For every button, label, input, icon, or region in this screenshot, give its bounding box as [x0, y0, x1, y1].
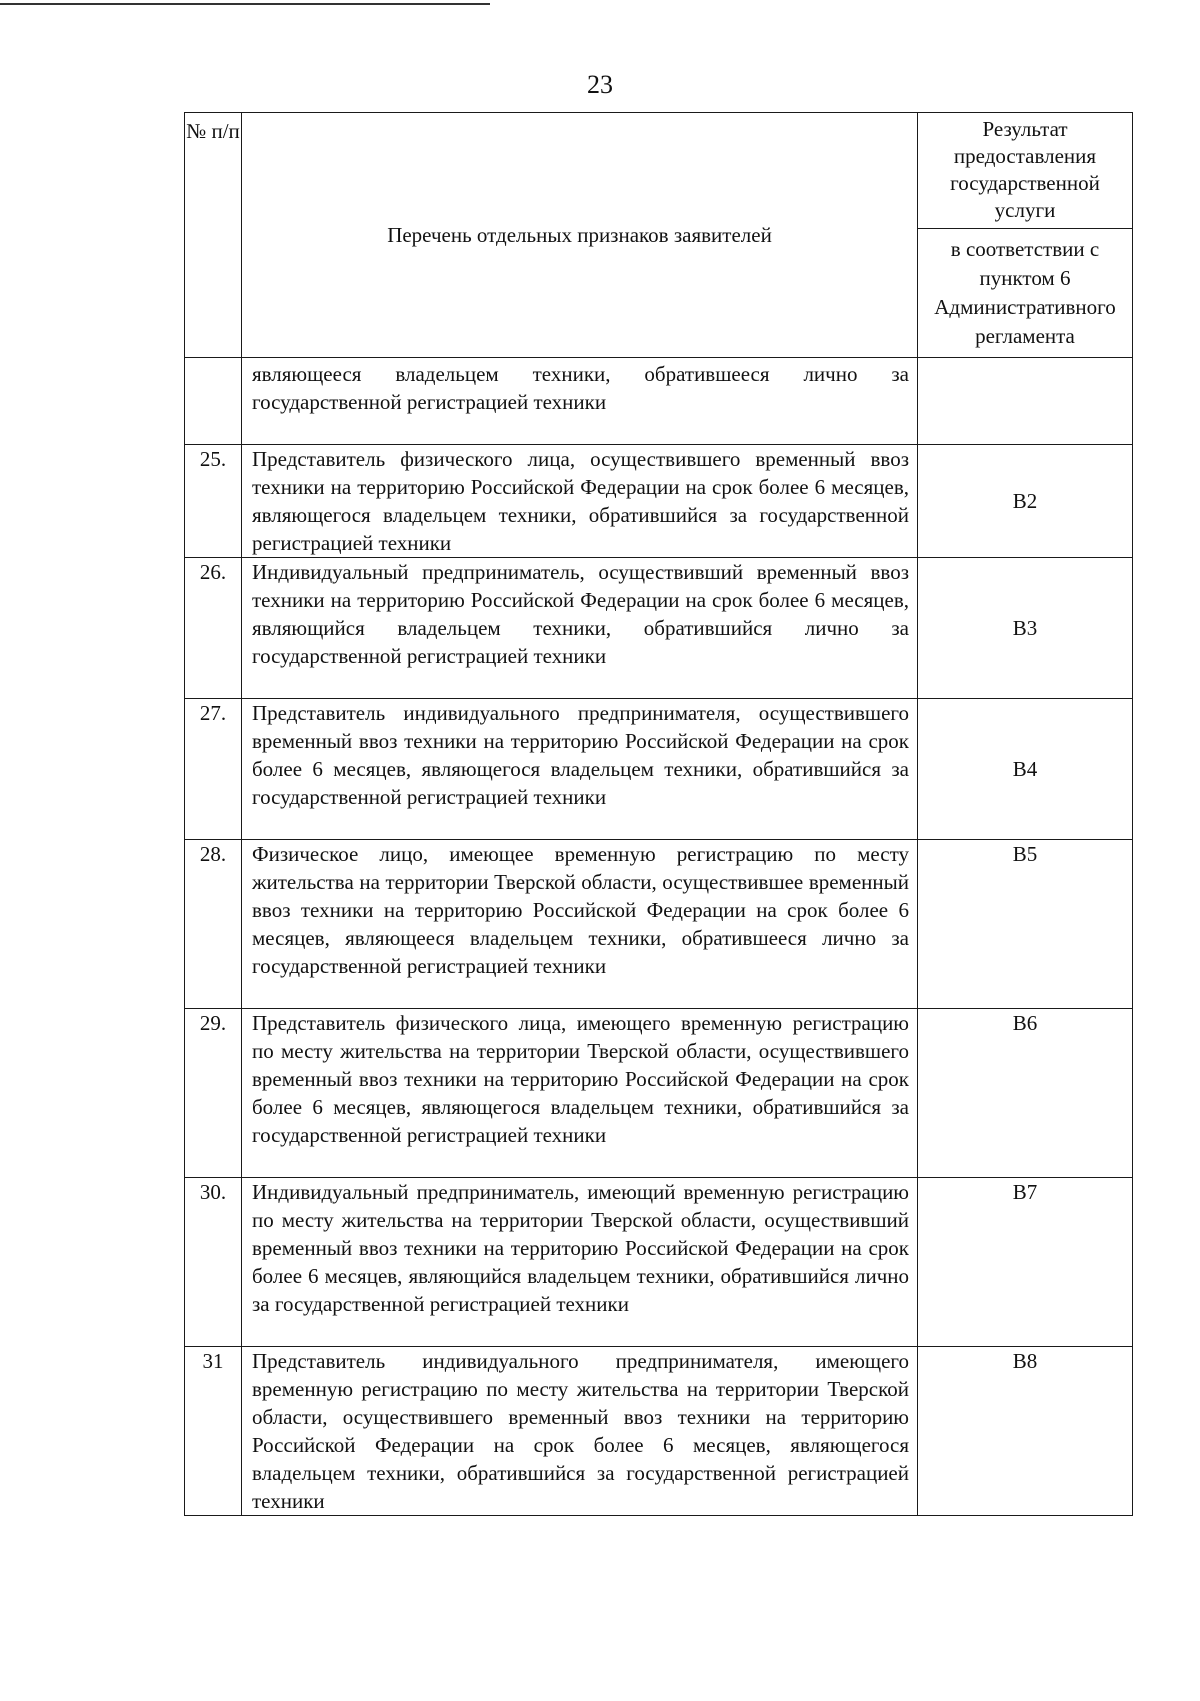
table-row: [185, 1178, 1133, 1347]
row-number: 30.: [185, 1178, 242, 1347]
row-description: Индивидуальный предприниматель, осуществивший временный ввоз техники на территорию Российской Федерации на срок более 6 месяцев, являющийся владельцем техники, обратившийся лично за государственной регистрацией техники: [242, 558, 918, 699]
row-number: 25.: [185, 445, 242, 558]
table-row-continuation: [185, 358, 1133, 445]
row-description: Представитель индивидуального предпринимателя, осуществившего временный ввоз техники на территорию Российской Федерации на срок более 6 месяцев, являющегося владельцем техники, обратившийся за государственной регистрацией техники: [242, 699, 918, 840]
row-number: [185, 358, 242, 445]
row-description: Физическое лицо, имеющее временную регистрацию по месту жительства на территории Тверской области, осуществившее временный ввоз техники на территорию Российской Федерации на срок более 6 месяцев, являющееся владельцем техники, обратившееся лично за государственной регистрацией техники: [242, 840, 918, 1009]
scan-edge-line: [0, 3, 490, 5]
row-result: В7: [918, 1178, 1133, 1347]
table-row: [185, 1009, 1133, 1178]
row-description: Представитель физического лица, осуществившего временный ввоз техники на территорию Российской Федерации на срок более 6 месяцев, являющегося владельцем техники, обратившийся за государственной регистрацией техники: [242, 445, 918, 558]
row-number: 27.: [185, 699, 242, 840]
table-row: [185, 558, 1133, 699]
page-number: 23: [587, 70, 613, 99]
header-result: Результат предоставления государственной услуги: [918, 113, 1133, 229]
table-row: [185, 445, 1133, 558]
header-result-reference: в соответствии с пунктом 6 Административного регламента: [918, 229, 1133, 358]
row-result: В6: [918, 1009, 1133, 1178]
row-description: Индивидуальный предприниматель, имеющий временную регистрацию по месту жительства на территории Тверской области, осуществивший временный ввоз техники на территорию Российской Федерации на срок более 6 месяцев, являющийся владельцем техники, обратившийся лично за государственной регистрацией техники: [242, 1178, 918, 1347]
row-result: В5: [918, 840, 1133, 1009]
table-row: [185, 1347, 1133, 1516]
row-number: 28.: [185, 840, 242, 1009]
row-result: В8: [918, 1347, 1133, 1516]
row-description: Представитель физического лица, имеющего временную регистрацию по месту жительства на территории Тверской области, осуществившего временный ввоз техники на территорию Российской Федерации на срок более 6 месяцев, являющегося владельцем техники, обратившийся за государственной регистрацией техники: [242, 1009, 918, 1178]
header-number: № п/п: [185, 113, 242, 358]
row-result: В2: [918, 445, 1133, 558]
table-header-row: [185, 113, 1133, 229]
applicant-criteria-table: [184, 112, 1133, 1516]
header-criteria-list: Перечень отдельных признаков заявителей: [242, 113, 918, 358]
row-number: 29.: [185, 1009, 242, 1178]
row-number: 26.: [185, 558, 242, 699]
continuation-text: являющееся владельцем техники, обратившееся лично за государственной регистрацией техники: [252, 362, 909, 414]
row-result: В3: [918, 558, 1133, 699]
table-row: [185, 699, 1133, 840]
table-row: [185, 840, 1133, 1009]
row-number: 31: [185, 1347, 242, 1516]
row-result: [918, 358, 1133, 445]
row-description: Представитель индивидуального предпринимателя, имеющего временную регистрацию по месту жительства на территории Тверской области, осуществившего временный ввоз техники на территорию Российской Федерации на срок более 6 месяцев, являющегося владельцем техники, обратившийся за государственной регистрацией техники: [242, 1347, 918, 1516]
row-result: В4: [918, 699, 1133, 840]
row-description: [242, 358, 918, 445]
